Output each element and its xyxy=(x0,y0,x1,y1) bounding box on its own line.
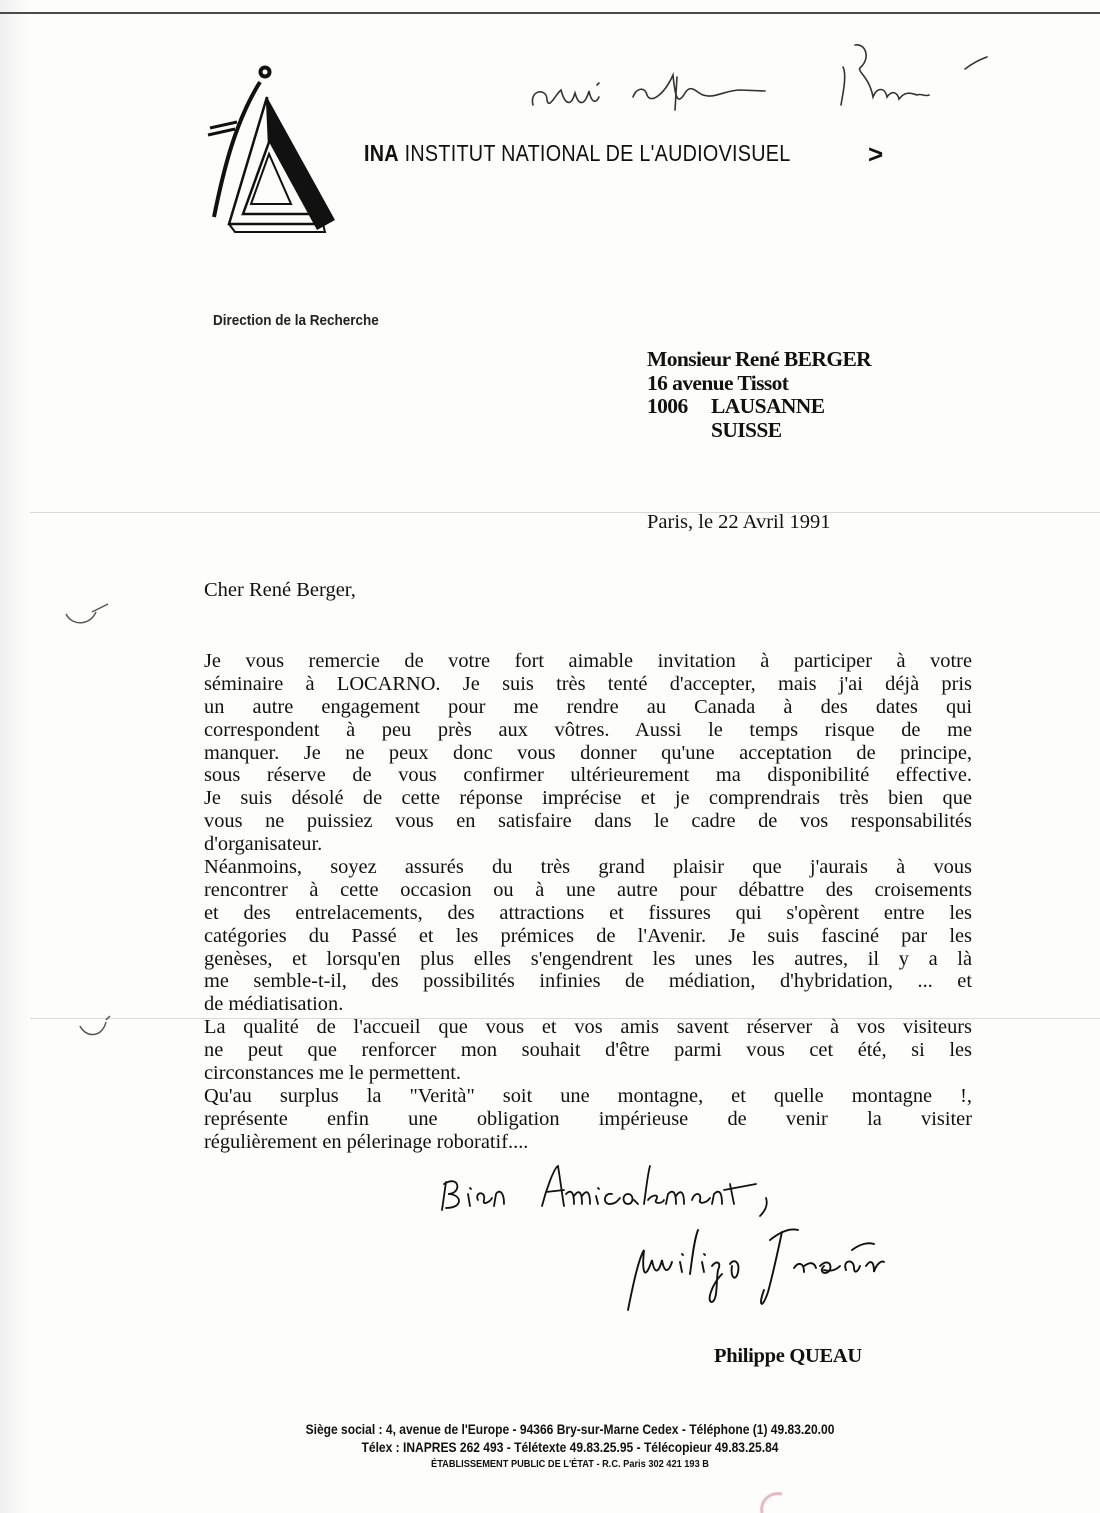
fold-line xyxy=(30,512,1100,513)
stain-mark xyxy=(752,1490,792,1513)
footer-telex: Télex : INAPRES 262 493 - Télétexte 49.83.25.95 - Télécopieur 49.83.25.84 xyxy=(361,1439,779,1455)
body-line: et des entrelacements, des attractions et fissures qui s'opèrent entre les xyxy=(204,901,972,924)
punch-mark xyxy=(62,600,112,630)
org-short: INA xyxy=(364,140,399,166)
body-line: manquer. Je ne peux donc vous donner qu'une acceptation de principe, xyxy=(204,741,972,764)
recipient-name: Monsieur René BERGER xyxy=(647,347,872,371)
body-line: Je suis désolé de cette réponse imprécise et je comprendrais très bien que xyxy=(204,787,972,810)
body-line: me semble-t-il, des possibilités infinies de médiation, d'hybridation, ... et xyxy=(204,970,972,993)
letterhead-arrow: > xyxy=(868,139,884,169)
recipient-postal-code: 1006 xyxy=(647,394,688,418)
letter-body xyxy=(204,650,972,1154)
body-line: représente enfin une obligation impérieuse de venir la visiter xyxy=(204,1107,972,1130)
body-line: un autre engagement pour me rendre au Canada à des dates qui xyxy=(204,695,972,718)
recipient-city-line xyxy=(647,395,871,419)
salutation: Cher René Berger, xyxy=(204,579,356,601)
body-line: sous réserve de vous confirmer ultérieurement ma disponibilité effective. xyxy=(204,764,972,787)
paper-top-edge xyxy=(0,12,1100,14)
handwritten-note-scribble xyxy=(525,35,995,125)
body-line: régulièrement en pélerinage roboratif.... xyxy=(204,1130,529,1153)
org-name xyxy=(364,140,790,167)
body-line: circonstances me le permettent. xyxy=(204,1062,462,1085)
recipient-country: SUISSE xyxy=(711,417,782,442)
body-line: ne peut que renforcer mon souhait d'être parmi vous cet été, si les xyxy=(204,1039,972,1062)
body-line: Je vous remercie de votre fort aimable invitation à participer à votre xyxy=(204,650,972,672)
body-line: catégories du Passé et les prémices de l'Avenir. Je suis fasciné par les xyxy=(204,924,972,947)
body-line: correspondent à peu près aux vôtres. Aussi le temps risque de me xyxy=(204,718,972,741)
signer-name: Philippe QUEAU xyxy=(714,1345,862,1367)
body-line: rencontrer à cette occasion ou à une autre pour débattre des croisements xyxy=(204,878,972,901)
recipient-city: LAUSANNE xyxy=(711,394,825,418)
org-long: INSTITUT NATIONAL DE L'AUDIOVISUEL xyxy=(404,140,791,166)
ina-logo-icon xyxy=(205,62,340,237)
body-line: La qualité de l'accueil que vous et vos amis savent réserver à vos visiteurs xyxy=(204,1016,972,1039)
signature xyxy=(618,1210,898,1320)
body-line: Néanmoins, soyez assurés du très grand plaisir que j'aurais à vous xyxy=(204,856,972,879)
department-name: Direction de la Recherche xyxy=(213,312,379,329)
letterhead-footer xyxy=(0,1420,1100,1472)
footer-address: Siège social : 4, avenue de l'Europe - 94366 Bry-sur-Marne Cedex - Téléphone (1) 49.83.20.00 xyxy=(305,1421,835,1437)
date-line: Paris, le 22 Avril 1991 xyxy=(647,511,831,533)
footer-registration: ÉTABLISSEMENT PUBLIC DE L'ÉTAT - R.C. Paris 302 421 193 B xyxy=(431,1458,709,1470)
body-line: d'organisateur. xyxy=(204,833,323,856)
body-line: genèses, et lorsqu'en plus elles s'engendrent les unes les autres, il y a là xyxy=(204,947,972,970)
body-line: vous ne puissiez vous en satisfaire dans le cadre de vos responsabilités xyxy=(204,810,972,833)
body-line: séminaire à LOCARNO. Je suis très tenté d'accepter, mais j'ai déjà pris xyxy=(204,672,972,695)
body-line: Qu'au surplus la "Verità" soit une montagne, et quelle montagne !, xyxy=(204,1084,972,1107)
scan-edge xyxy=(0,0,30,1513)
recipient-address xyxy=(647,348,871,442)
body-line: de médiatisation. xyxy=(204,993,344,1016)
punch-mark xyxy=(78,1012,118,1042)
recipient-street: 16 avenue Tissot xyxy=(647,370,789,395)
